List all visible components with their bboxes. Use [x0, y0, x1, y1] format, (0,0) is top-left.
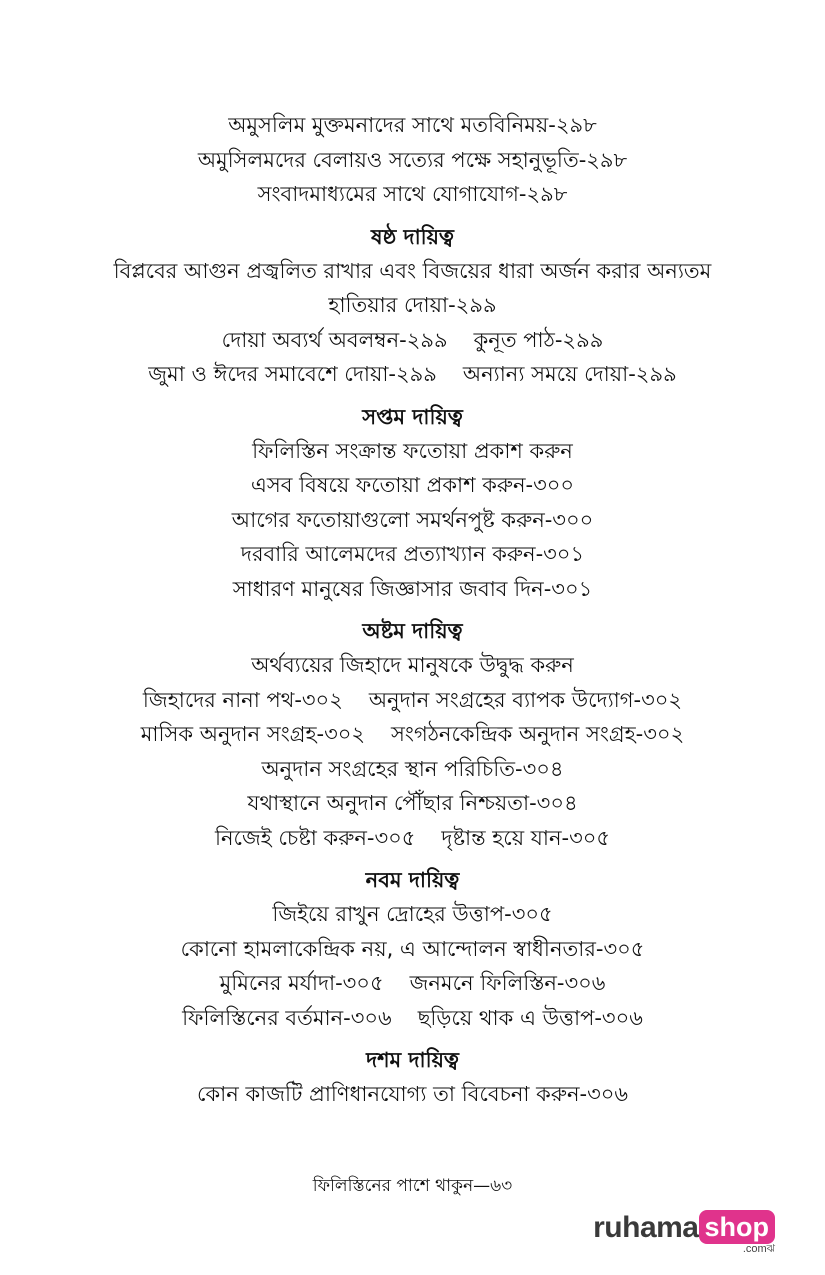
toc-entry: কোনো হামলাকেন্দ্রিক নয়, এ আন্দোলন স্বাধীনতার-৩০৫ — [180, 936, 645, 961]
toc-entry-pair — [40, 966, 785, 1001]
toc-entry-left: মুমিনের মর্যাদা-৩০৫ — [219, 971, 384, 995]
toc-entry-left: জুমা ও ঈদের সমাবেশে দোয়া-২৯৯ — [148, 362, 437, 386]
toc-entry-pair — [40, 323, 785, 358]
sections-block — [40, 220, 785, 1112]
toc-entry-left: নিজেই চেষ্টা করুন-৩০৫ — [214, 825, 416, 850]
toc-entry-pair — [40, 683, 785, 718]
table-of-contents — [40, 108, 785, 1112]
toc-entry-right: কুনূত পাঠ-২৯৯ — [473, 327, 604, 352]
toc-entry: অমুসলিম মুক্তমনাদের সাথে মতবিনিময়-২৯৮ — [228, 113, 597, 137]
section-heading: ষষ্ঠ দায়িত্ব — [370, 224, 454, 249]
toc-entry-pair — [40, 717, 785, 752]
toc-section — [40, 400, 785, 607]
toc-entry: বিপ্লবের আগুন প্রজ্বলিত রাখার এবং বিজয়ের ধারা অর্জন করার অন্যতম — [113, 258, 712, 283]
toc-entry-right: দৃষ্টান্ত হয়ে যান-৩০৫ — [441, 825, 611, 850]
toc-entry-right: জনমনে ফিলিস্তিন-৩০৬ — [409, 971, 606, 995]
toc-entry-pair — [40, 821, 785, 856]
toc-entry-left: মাসিক অনুদান সংগ্রহ-৩০২ — [140, 722, 366, 746]
toc-entry: সাধারণ মানুষের জিজ্ঞাসার জবাব দিন-৩০১ — [232, 576, 593, 601]
toc-entry-right: অনুদান সংগ্রহের ব্যাপক উদ্যোগ-৩০২ — [368, 687, 683, 712]
toc-section — [40, 614, 785, 855]
toc-entry: আগের ফতোয়াগুলো সমর্থনপুষ্ট করুন-৩০০ — [231, 507, 594, 532]
toc-entry: যথাস্থানে অনুদান পৌঁছার নিশ্চয়তা-৩০৪ — [247, 791, 578, 815]
toc-entry-right: সংগঠনকেন্দ্রিক অনুদান সংগ্রহ-৩০২ — [391, 722, 685, 746]
toc-entry-right: ছড়িয়ে থাক এ উত্তাপ-৩০৬ — [417, 1005, 643, 1030]
section-heading: দশম দায়িত্ব — [366, 1048, 459, 1072]
toc-entry: অর্থব্যয়ের জিহাদে মানুষকে উদ্বুদ্ধ করুন — [251, 653, 574, 677]
toc-entry-left: দোয়া অব্যর্থ অবলম্বন-২৯৯ — [221, 327, 448, 352]
toc-entry: হাতিয়ার দোয়া-২৯৯ — [328, 293, 497, 317]
page-footer: ফিলিস্তিনের পাশে থাকুন—৬৩ — [312, 1176, 513, 1196]
intro-block — [40, 108, 785, 212]
toc-entry: অমুসিলমদের বেলায়ও সত্যের পক্ষে সহানুভূতি-২৯৮ — [197, 147, 628, 172]
section-heading: অষ্টম দায়িত্ব — [362, 619, 463, 643]
toc-entry: অনুদান সংগ্রহের স্থান পরিচিতি-৩০৪ — [261, 756, 564, 781]
toc-entry: জিইয়ে রাখুন দ্রোহের উত্তাপ-৩০৫ — [272, 902, 553, 926]
toc-entry: এসব বিষয়ে ফতোয়া প্রকাশ করুন-৩০০ — [250, 473, 575, 497]
section-heading: নবম দায়িত্ব — [365, 868, 460, 892]
toc-section — [40, 220, 785, 392]
logo-text-shop: shop — [699, 1210, 776, 1244]
toc-entry-right: অন্যান্য সময়ে দোয়া-২৯৯ — [462, 362, 677, 386]
logo-text-ruhama: ruhama — [593, 1211, 699, 1244]
toc-entry: সংবাদমাধ্যমের সাথে যোগাযোগ-২৯৮ — [257, 182, 568, 206]
toc-entry-pair — [40, 357, 785, 392]
toc-entry-left: জিহাদের নানা পথ-৩০২ — [142, 687, 343, 712]
ruhamashop-logo — [593, 1210, 775, 1255]
logo-text-com: .comঝ — [742, 1243, 775, 1255]
toc-section — [40, 1043, 785, 1112]
toc-entry: কোন কাজটি প্রাণিধানযোগ্য তা বিবেচনা করুন-৩০৬ — [196, 1082, 629, 1106]
toc-entry-left: ফিলিস্তিনের বর্তমান-৩০৬ — [182, 1005, 392, 1030]
toc-entry: ফিলিস্তিন সংক্রান্ত ফতোয়া প্রকাশ করুন — [252, 438, 573, 463]
section-heading: সপ্তম দায়িত্ব — [362, 404, 463, 429]
toc-entry-pair — [40, 1001, 785, 1036]
toc-entry: দরবারি আলেমদের প্রত্যাখ্যান করুন-৩০১ — [240, 542, 585, 566]
toc-section — [40, 863, 785, 1035]
